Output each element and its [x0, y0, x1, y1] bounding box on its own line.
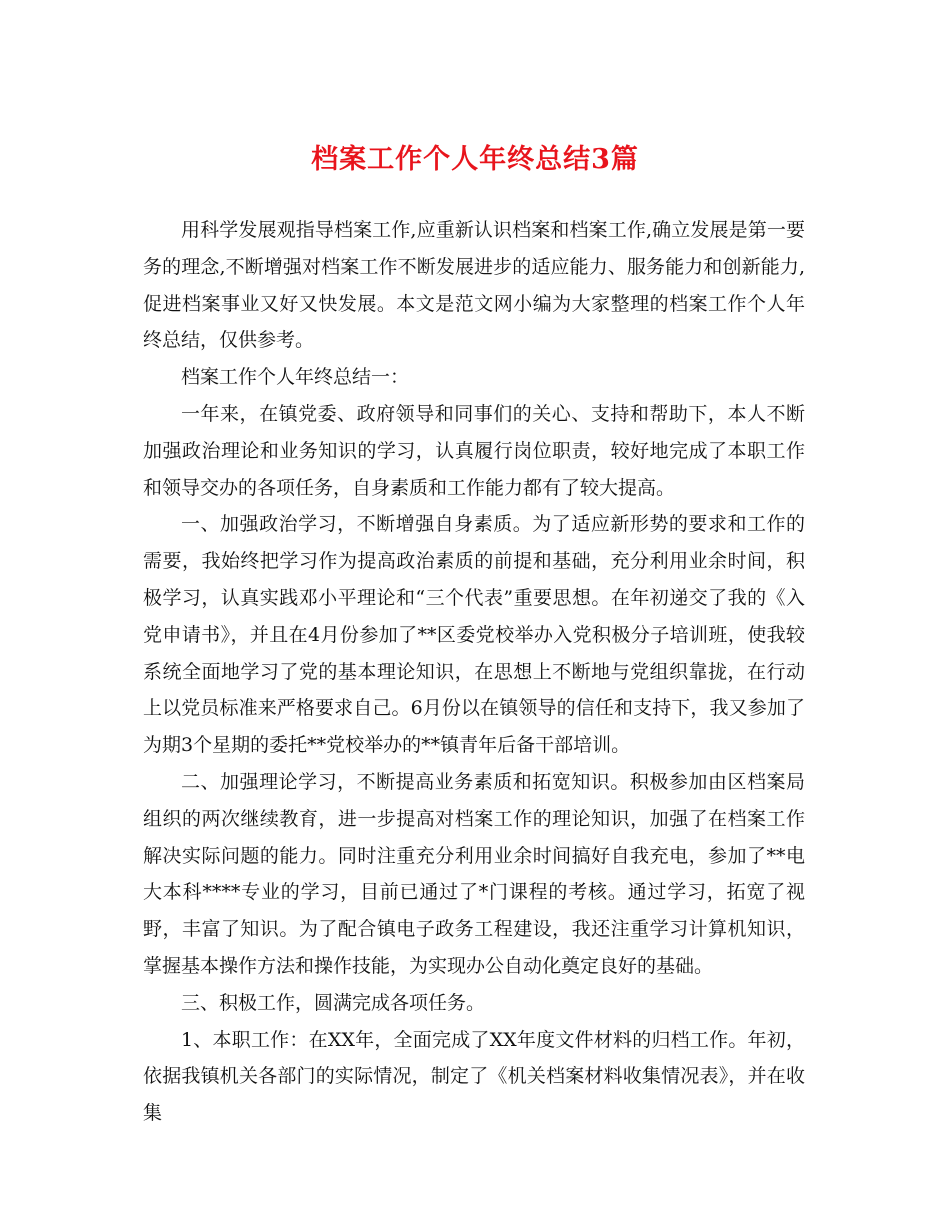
- paragraph-intro: 用科学发展观指导档案工作,应重新认识档案和档案工作,确立发展是第一要务的理念,不断增强对档案工作不断发展进步的适应能力、服务能力和创新能力,促进档案事业又好又快发展。本文是范文网小编为大家整理的档案工作个人年终总结，仅供参考。: [143, 219, 805, 352]
- paragraph-political-study: 一、加强政治学习，不断增强自身素质。为了适应新形势的要求和工作的需要，我始终把学习作为提高政治素质的前提和基础，充分利用业余时间，积极学习，认真实践邓小平理论和“三个代表”重要思想。在年初递交了我的《入党申请书》，并且在4月份参加了**区委党校举办入党积极分子培训班，使我较系统全面地学习了党的基本理论知识，在思想上不断地与党组织靠拢，在行动上以党员标准来严格要求自己。6月份以在镇领导的信任和支持下，我又参加了为期3个星期的委托**党校举办的**镇青年后备干部培训。: [143, 513, 805, 757]
- paragraph-duty-work: 1、本职工作：在XX年，全面完成了XX年度文件材料的归档工作。年初，依据我镇机关各部门的实际情况，制定了《机关档案材料收集情况表》，并在收集: [143, 1028, 805, 1125]
- paragraph-theory-study: 二、加强理论学习，不断提高业务素质和拓宽知识。积极参加由区档案局组织的两次继续教育，进一步提高对档案工作的理论知识，加强了在档案工作解决实际问题的能力。同时注重充分利用业余时间搞好自我充电，参加了**电大本科****专业的学习，目前已通过了*门课程的考核。通过学习，拓宽了视野，丰富了知识。为了配合镇电子政务工程建设，我还注重学习计算机知识，掌握基本操作方法和操作技能，为实现办公自动化奠定良好的基础。: [143, 770, 805, 977]
- paragraph-overview: 一年来，在镇党委、政府领导和同事们的关心、支持和帮助下，本人不断加强政治理论和业务知识的学习，认真履行岗位职责，较好地完成了本职工作和领导交办的各项任务，自身素质和工作能力都有了较大提高。: [143, 402, 805, 499]
- document-body: [143, 212, 805, 1132]
- paragraph-work-heading: 三、积极工作，圆满完成各项任务。: [181, 991, 486, 1014]
- document-title: 档案工作个人年终总结3篇: [311, 144, 639, 175]
- paragraph-section-heading: 档案工作个人年终总结一：: [181, 366, 410, 389]
